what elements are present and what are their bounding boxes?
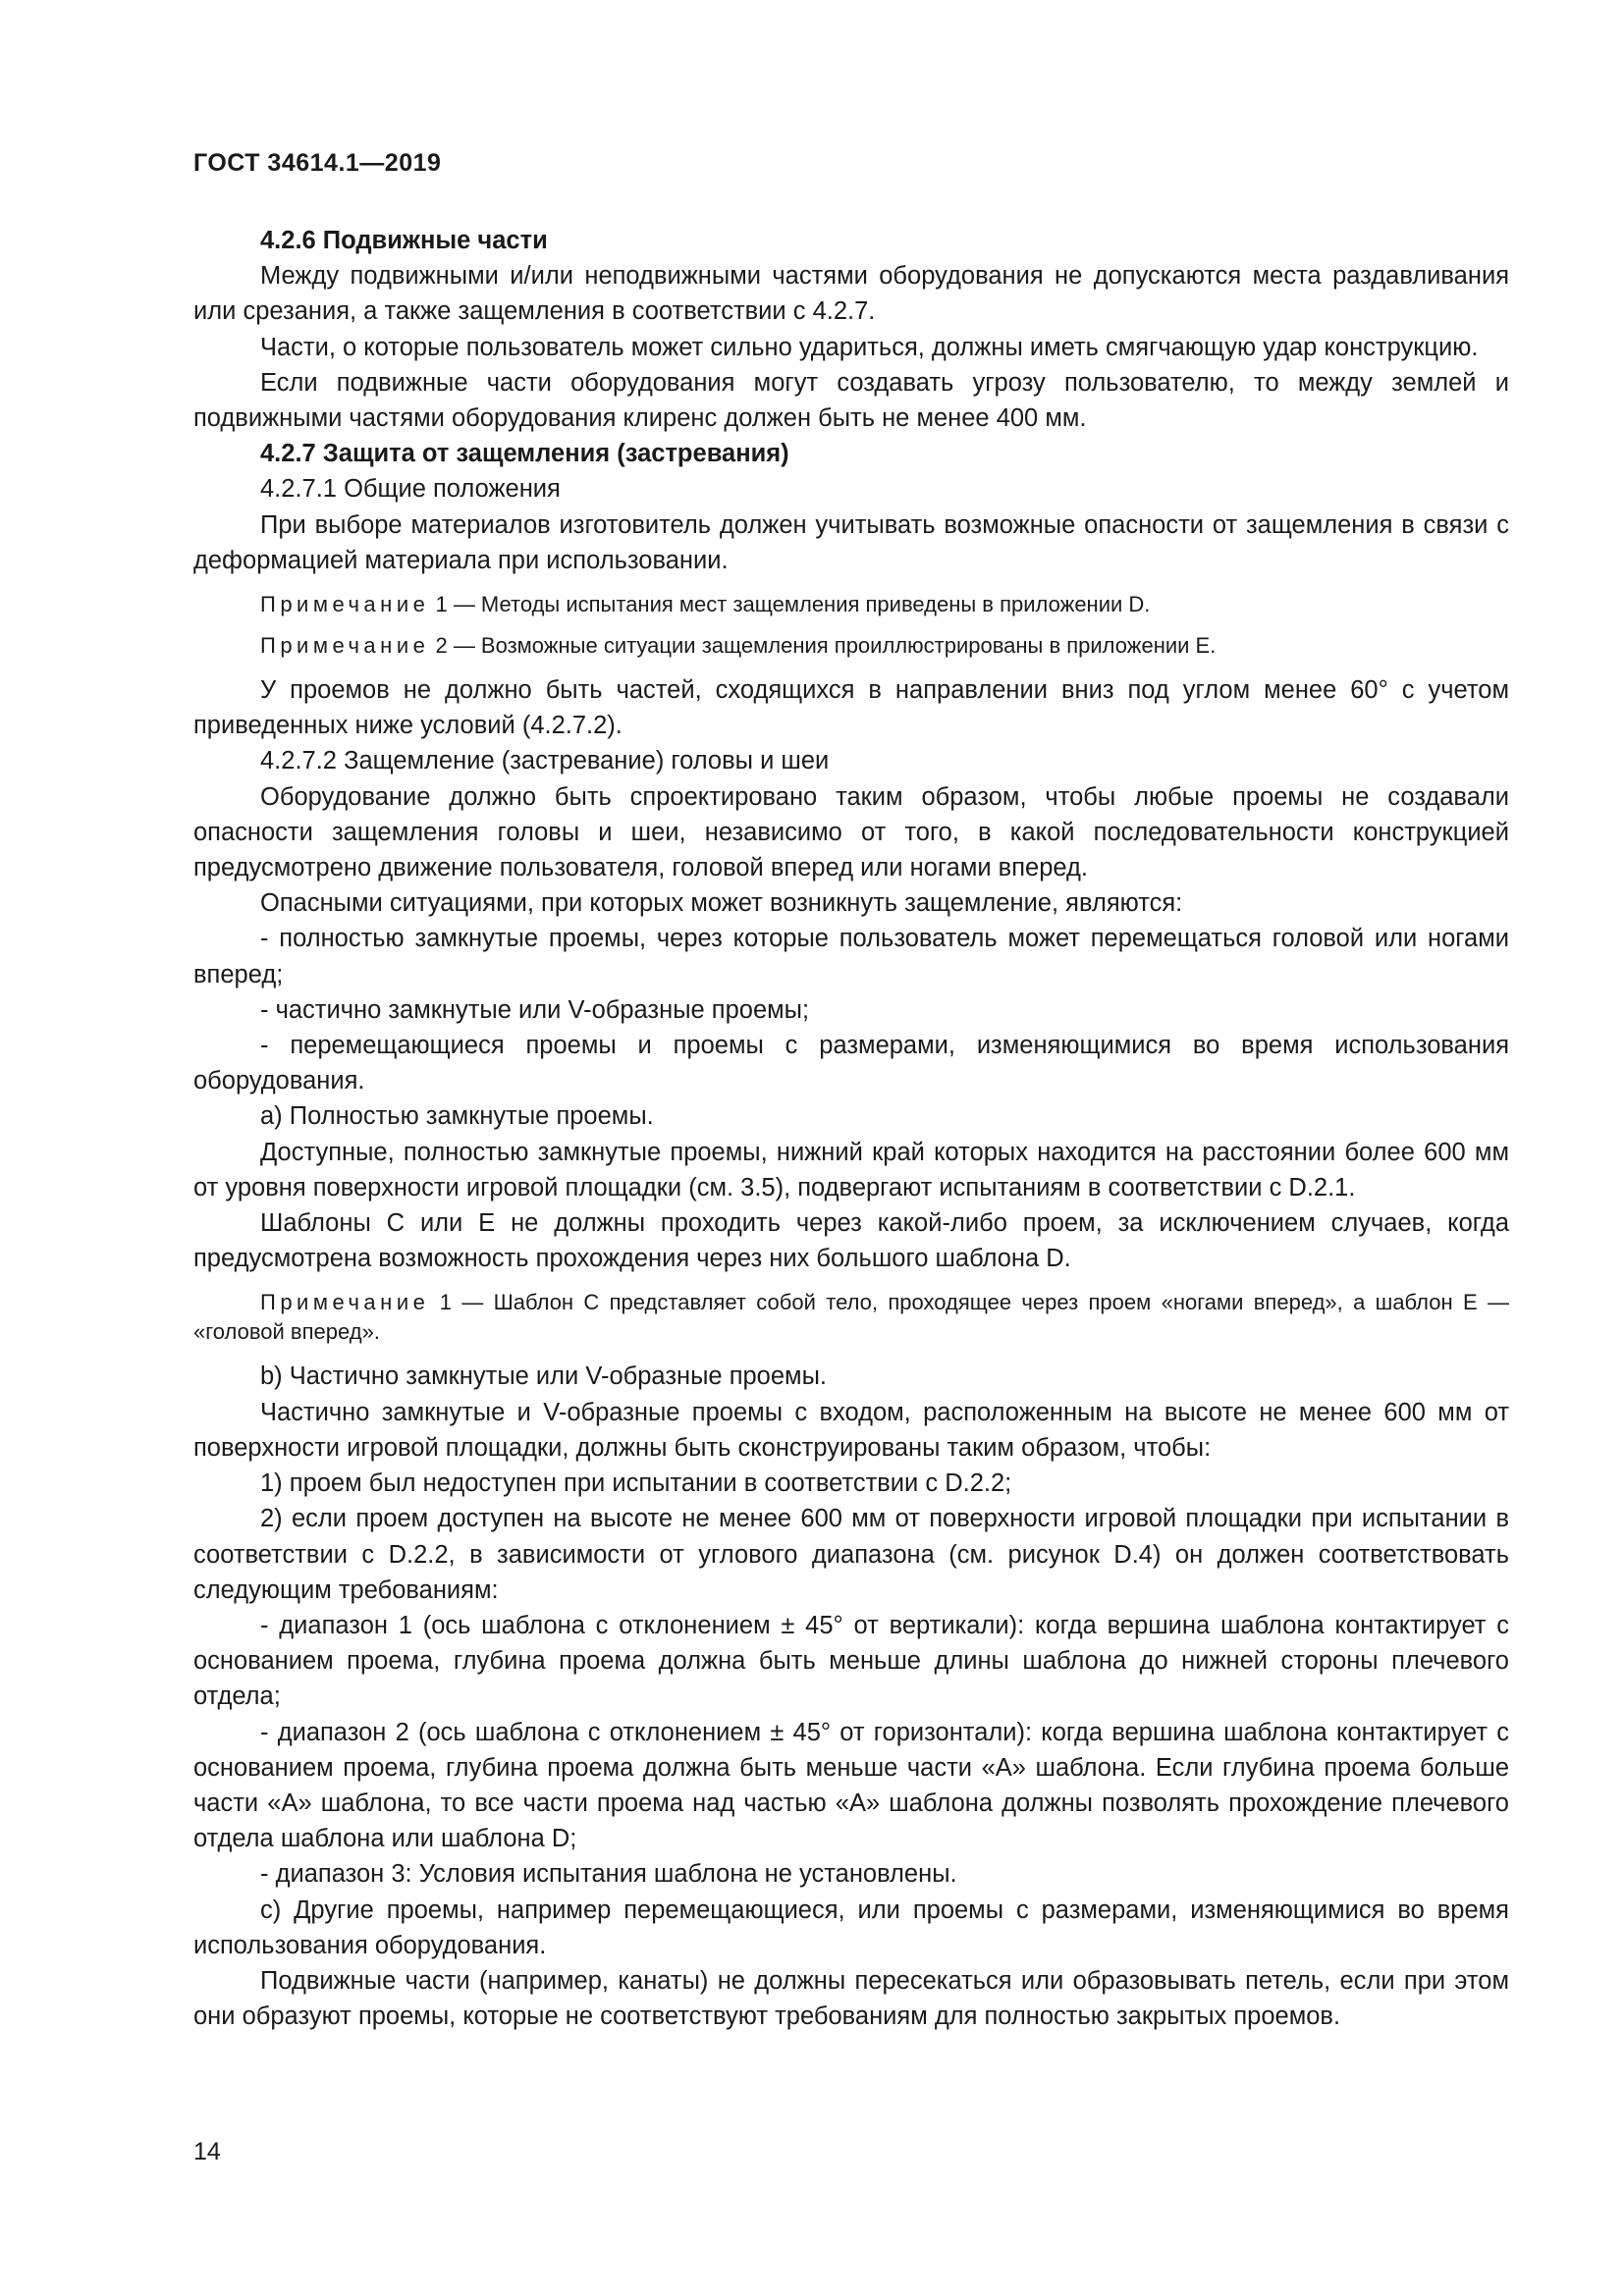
list-item: - диапазон 1 (ось шаблона с отклонением ± 45° от вертикали): когда вершина шаблона контактирует с основанием проема, глубина проема должна быть меньше длины шаблона до нижней стороны плечевого отдела; <box>193 1611 1509 1711</box>
page-number: 14 <box>193 2138 221 2165</box>
note-2 <box>193 631 1509 661</box>
numbered-item: 1) проем был недоступен при испытании в соответствии с D.2.2; <box>260 1469 1012 1498</box>
item-title-a: a) Полностью замкнутые проемы. <box>260 1102 654 1131</box>
item-title-b: b) Частично замкнутые или V-образные проемы. <box>260 1362 827 1391</box>
paragraph: Оборудование должно быть спроектировано таким образом, чтобы любые проемы не создавали опасности защемления головы и шеи, независимо от того, в какой последовательности конструкцией предусмотрено движение пользователя, головой вперед или ногами вперед. <box>193 782 1509 882</box>
numbered-item: 2) если проем доступен на высоте не менее 600 мм от поверхности игровой площадки при испытании в соответствии с D.2.2, в зависимости от углового диапазона (см. рисунок D.4) он должен соответствовать следующим требованиям: <box>193 1505 1509 1604</box>
paragraph: Между подвижными и/или неподвижными частями оборудования не допускаются места раздавливания или срезания, а также защемления в соответствии с 4.2.7. <box>193 262 1509 326</box>
note-text: 1 — Методы испытания мест защемления приведены в приложении D. <box>435 592 1151 617</box>
note-1 <box>193 590 1509 619</box>
paragraph: Шаблоны С или Е не должны проходить через какой-либо проем, за исключением случаев, когда предусмотрена возможность прохождения через них большого шаблона D. <box>193 1209 1509 1273</box>
note-label: Примечание <box>260 592 430 617</box>
section-heading-4-2-6: 4.2.6 Подвижные части <box>260 227 548 254</box>
paragraph: Подвижные части (например, канаты) не должны пересекаться или образовывать петель, если при этом они образуют проемы, которые не соответствуют требованиям для полностью закрытых проемов. <box>193 1966 1509 2031</box>
list-item: - диапазон 2 (ось шаблона с отклонением ± 45° от горизонтали): когда вершина шаблона контактирует с основанием проема, глубина проема должна быть меньше части «А» шаблона. Если глубина проема больше части «А» шаблона, то все части проема над частью «А» шаблона должны позволять прохождение плечевого отдела шаблона или шаблона D; <box>193 1718 1509 1853</box>
paragraph: Части, о которые пользователь может сильно удариться, должны иметь смягчающую удар конструкцию. <box>260 333 1479 361</box>
list-item: - полностью замкнутые проемы, через которые пользователь может перемещаться головой или ногами вперед; <box>193 925 1509 988</box>
note-label: Примечание <box>260 1290 430 1315</box>
paragraph: Доступные, полностью замкнутые проемы, нижний край которых находится на расстоянии более 600 мм от уровня поверхности игровой площадки (см. 3.5), подвергают испытаниям в соответствии с D.2.1. <box>193 1138 1509 1201</box>
paragraph: При выборе материалов изготовитель должен учитывать возможные опасности от защемления в связи с деформацией материала при использовании. <box>193 510 1509 574</box>
note-text: 1 — Шаблон С представляет собой тело, проходящее через проем «ногами вперед», а шаблон Е — «головой вперед». <box>193 1290 1509 1345</box>
list-item: - перемещающиеся проемы и проемы с размерами, изменяющимися во время использования оборудования. <box>193 1032 1509 1095</box>
note-text: 2 — Возможные ситуации защемления проиллюстрированы в приложении Е. <box>435 633 1217 659</box>
subsection-heading-4-2-7-2: 4.2.7.2 Защемление (застревание) головы и шеи <box>260 747 830 775</box>
list-item: - диапазон 3: Условия испытания шаблона не установлены. <box>260 1860 957 1889</box>
paragraph: Частично замкнутые и V-образные проемы с входом, расположенным на высоте не менее 600 мм от поверхности игровой площадки, должны быть сконструированы таким образом, чтобы: <box>193 1398 1509 1462</box>
note-label: Примечание <box>260 633 430 659</box>
paragraph: У проемов не должно быть частей, сходящихся в направлении вниз под углом менее 60° с учетом приведенных ниже условий (4.2.7.2). <box>193 676 1509 740</box>
paragraph: Если подвижные части оборудования могут создавать угрозу пользователю, то между землей и подвижными частями оборудования клиренс должен быть не менее 400 мм. <box>193 368 1509 433</box>
item-title-c: с) Другие проемы, например перемещающиеся, или проемы с размерами, изменяющимися во время использования оборудования. <box>193 1896 1509 1959</box>
list-item: - частично замкнутые или V-образные проемы; <box>260 995 810 1024</box>
paragraph: Опасными ситуациями, при которых может возникнуть защемление, являются: <box>260 889 1183 918</box>
document-body <box>193 223 1509 2034</box>
subsection-heading-4-2-7-1: 4.2.7.1 Общие положения <box>260 475 561 504</box>
note-3 <box>193 1288 1509 1347</box>
section-heading-4-2-7: 4.2.7 Защита от защемления (застревания) <box>260 440 789 468</box>
standard-id-header: ГОСТ 34614.1—2019 <box>193 149 442 177</box>
